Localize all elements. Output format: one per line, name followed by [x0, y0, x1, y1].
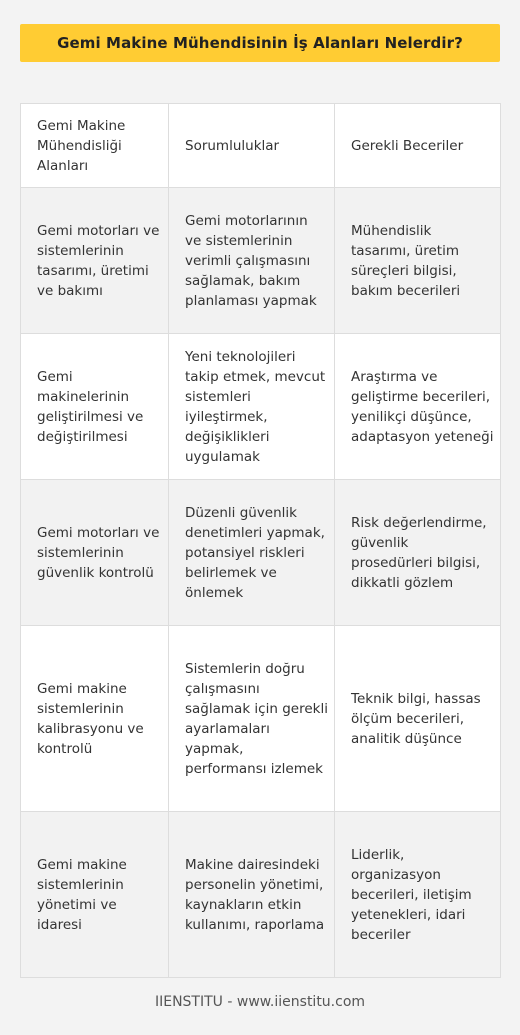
header-cell-skills: Gerekli Beceriler: [335, 104, 501, 188]
cell-responsibility: Yeni teknolojileri takip etmek, mevcut sistemleri iyileştirmek, değişiklikleri uygulamak: [169, 334, 335, 480]
footer-credit: IIENSTITU - www.iienstitu.com: [154, 994, 366, 1010]
cell-responsibility: Makine dairesindeki personelin yönetimi, kaynakların etkin kullanımı, raporlama: [169, 812, 335, 978]
page-title: Gemi Makine Mühendisinin İş Alanları Nelerdir?: [57, 34, 463, 52]
table-header-row: [21, 104, 501, 188]
cell-responsibility: Düzenli güvenlik denetimleri yapmak, potansiyel riskleri belirlemek ve önlemek: [169, 480, 335, 626]
cell-skill: Araştırma ve geliştirme becerileri, yenilikçi düşünce, adaptasyon yeteneği: [335, 334, 501, 480]
header-cell-responsibilities: Sorumluluklar: [169, 104, 335, 188]
table-row: [21, 188, 501, 334]
header-cell-areas: Gemi Makine Mühendisliği Alanları: [21, 104, 169, 188]
cell-responsibility: Gemi motorlarının ve sistemlerinin verimli çalışmasını sağlamak, bakım planlaması yapmak: [169, 188, 335, 334]
cell-area: Gemi motorları ve sistemlerinin tasarımı, üretimi ve bakımı: [21, 188, 169, 334]
cell-area: Gemi makine sistemlerinin kalibrasyonu ve kontrolü: [21, 626, 169, 812]
table-row: [21, 334, 501, 480]
cell-skill: Mühendislik tasarımı, üretim süreçleri bilgisi, bakım becerileri: [335, 188, 501, 334]
table-row: [21, 480, 501, 626]
cell-area: Gemi motorları ve sistemlerinin güvenlik kontrolü: [21, 480, 169, 626]
cell-area: Gemi makinelerinin geliştirilmesi ve değiştirilmesi: [21, 334, 169, 480]
cell-skill: Risk değerlendirme, güvenlik prosedürleri bilgisi, dikkatli gözlem: [335, 480, 501, 626]
cell-skill: Teknik bilgi, hassas ölçüm becerileri, analitik düşünce: [335, 626, 501, 812]
comparison-table: [20, 103, 501, 978]
cell-skill: Liderlik, organizasyon becerileri, iletişim yetenekleri, idari beceriler: [335, 812, 501, 978]
cell-responsibility: Sistemlerin doğru çalışmasını sağlamak için gerekli ayarlamaları yapmak, performansı izlemek: [169, 626, 335, 812]
table-row: [21, 812, 501, 978]
comparison-table-container: [20, 103, 500, 978]
table-row: [21, 626, 501, 812]
cell-area: Gemi makine sistemlerinin yönetimi ve idaresi: [21, 812, 169, 978]
title-banner: [20, 24, 500, 62]
